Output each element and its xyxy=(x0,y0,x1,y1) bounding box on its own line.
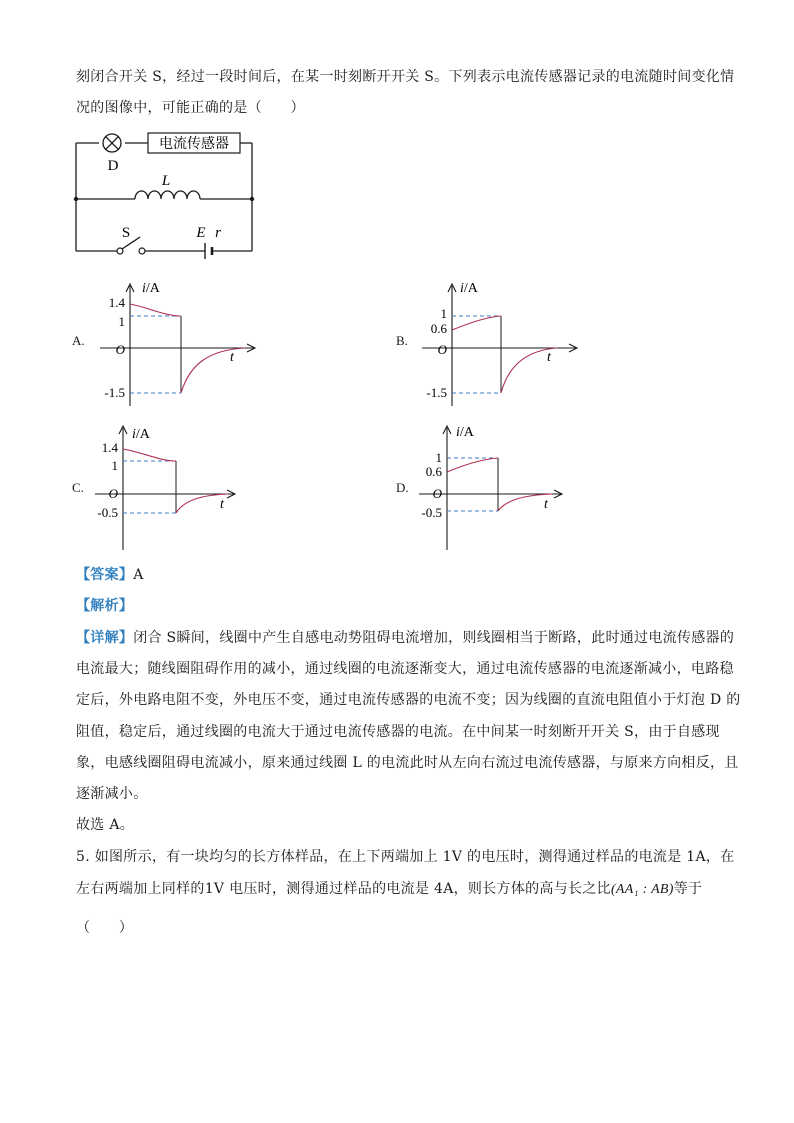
detail-line-5: 象，电感线圈阻碍电流减小，原来通过线圈 L 的电流此时从左向右流过电流传感器，与原来方向相反，且 xyxy=(76,755,739,771)
detail-line-2: 电流最大；随线圈阻碍作用的减小，通过线圈的电流逐渐变大，通过电流传感器的电流逐渐减小，电路稳 xyxy=(76,661,734,677)
graph-c-x-label: t xyxy=(220,497,224,512)
question5-line2-end: 等于 xyxy=(673,881,703,897)
graph-d-y-label: i/A xyxy=(456,425,474,440)
circuit-diagram xyxy=(60,125,270,260)
lamp-icon xyxy=(103,134,121,152)
graph-d xyxy=(414,420,574,555)
detail-line-3: 定后，外电路电阻不变，外电压不变，通过电流传感器的电流不变；因为线圈的直流电阻值小于灯泡 D 的 xyxy=(76,692,741,708)
option-a-label: A. xyxy=(72,333,85,348)
graph-d-tick-2: 0.6 xyxy=(425,464,442,479)
graph-b-y-label: i/A xyxy=(460,281,478,296)
graph-c xyxy=(90,420,250,555)
graph-d-tick-1: 1 xyxy=(435,450,442,465)
graph-a-tick-2: 1 xyxy=(118,314,125,329)
graph-a-y-label: i/A xyxy=(142,281,160,296)
question5-line3: （ ） xyxy=(76,920,134,936)
lamp-label: D xyxy=(107,158,119,174)
graph-d-origin: O xyxy=(432,486,442,501)
question5-line2-text: 左右两端加上同样的1V 电压时，测得通过样品的电流是 4A，则长方体的高与长之比 xyxy=(76,881,611,897)
detail-bracket: 【详解】 xyxy=(76,630,134,646)
question4-line2: 况的图像中，可能正确的是（ ） xyxy=(76,100,305,116)
switch-label: S xyxy=(121,225,131,241)
detail-conclusion: 故选 A。 xyxy=(76,817,135,833)
current-sensor-label: 电流传感器 xyxy=(159,137,229,152)
battery-icon xyxy=(205,243,212,259)
graph-c-tick-3: -0.5 xyxy=(97,505,118,520)
graph-b-x-label: t xyxy=(547,350,551,365)
graph-d-tick-3: -0.5 xyxy=(421,505,442,520)
option-b-label: B. xyxy=(396,333,408,348)
question5-line2 xyxy=(76,879,702,900)
graph-c-origin: O xyxy=(108,486,118,501)
graph-a-x-label: t xyxy=(230,350,234,365)
graph-c-tick-1: 1.4 xyxy=(101,440,118,455)
graph-d-x-label: t xyxy=(544,497,548,512)
graph-c-y-label: i/A xyxy=(132,427,150,442)
option-d-label: D. xyxy=(396,480,409,495)
inductor-label: L xyxy=(161,173,171,189)
graph-b-origin: O xyxy=(437,342,447,357)
inductor-coil xyxy=(135,191,200,199)
detail-line-6: 逐渐减小。 xyxy=(76,786,148,802)
option-c-label: C. xyxy=(72,480,84,495)
emf-label: E xyxy=(196,225,206,241)
graph-a-tick-1: 1.4 xyxy=(108,295,125,310)
detail-line-4: 阻值，稳定后，通过线圈的电流大于通过电流传感器的电流。在中间某一时刻断开开关 S，由于自感现 xyxy=(76,724,720,740)
graph-a-tick-3: -1.5 xyxy=(104,385,125,400)
graph-b xyxy=(417,278,587,408)
question4-line1: 刻闭合开关 S，经过一段时间后，在某一时刻断开开关 S。下列表示电流传感器记录的电流随时间变化情 xyxy=(76,69,735,85)
answer-value: A xyxy=(133,567,144,583)
analysis-line xyxy=(76,596,133,616)
graph-b-tick-3: -1.5 xyxy=(426,385,447,400)
answer-bracket: 【答案】 xyxy=(76,567,134,583)
graph-c-tick-2: 1 xyxy=(111,458,118,473)
graph-a-origin: O xyxy=(115,342,125,357)
graph-b-tick-2: 0.6 xyxy=(430,321,447,336)
graph-b-tick-1: 1 xyxy=(440,306,447,321)
answer-line xyxy=(76,565,144,585)
graph-a xyxy=(95,278,265,408)
analysis-bracket: 【解析】 xyxy=(76,598,134,614)
detail-text-1: 闭合 S瞬间，线圈中产生自感电动势阻碍电流增加，则线圈相当于断路，此时通过电流传感器的 xyxy=(133,630,735,646)
question5-line1: 5. 如图所示，有一块均匀的长方体样品，在上下两端加上 1V 的电压时，测得通过样品的电流是 1A，在 xyxy=(76,849,735,865)
question5-ratio: (AA₁ : AB) xyxy=(610,882,674,897)
detail-line-1 xyxy=(76,628,734,648)
resistance-label: r xyxy=(215,225,221,241)
